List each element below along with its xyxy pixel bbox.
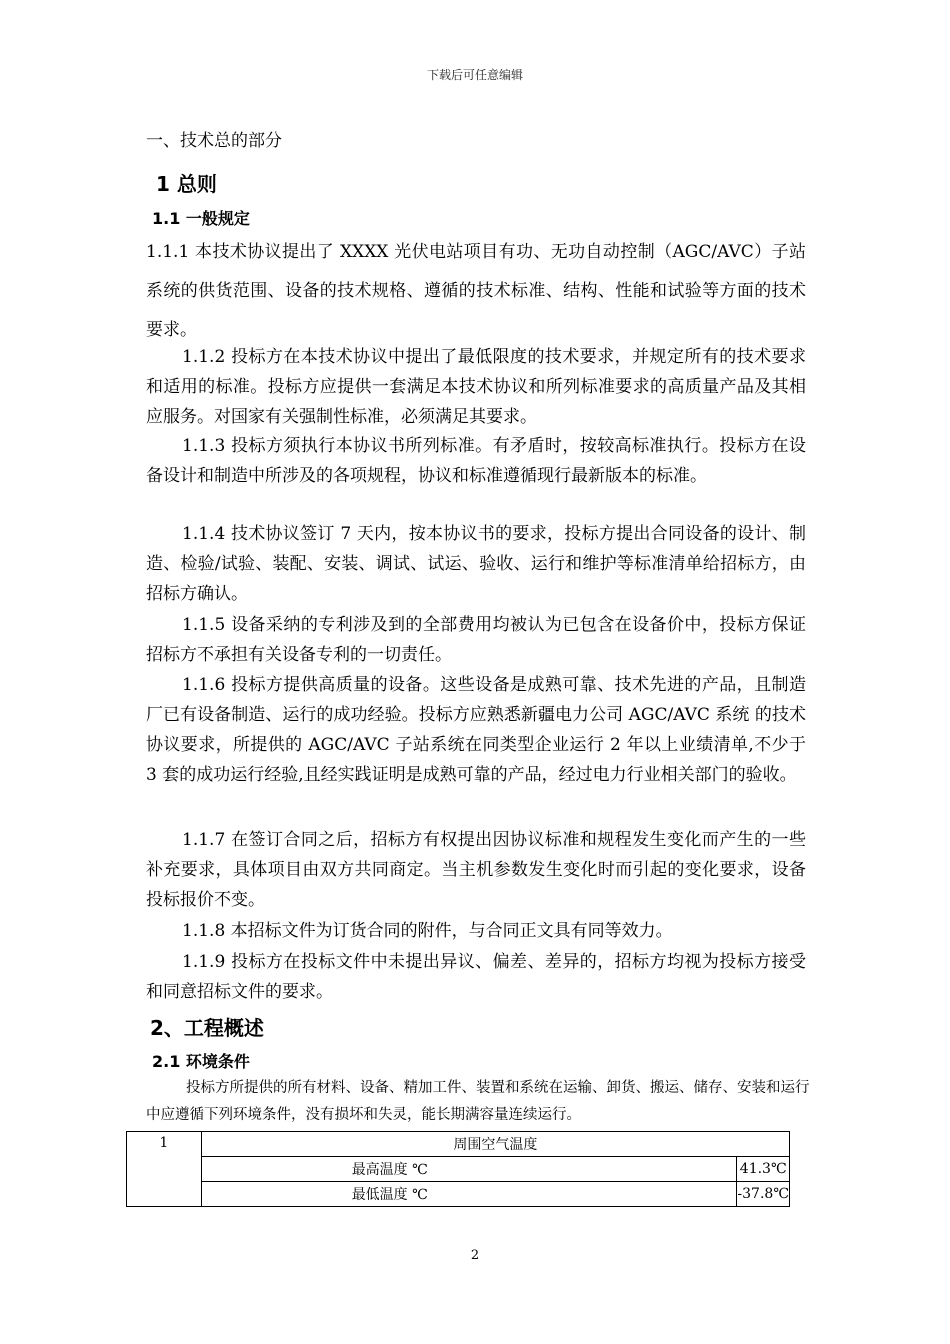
part-title: 一、技术总的部分 xyxy=(146,131,282,151)
section-2-heading: 2、工程概述 xyxy=(150,1016,264,1040)
paragraph-1-1-6 xyxy=(146,670,806,790)
paragraph-1-1-9 xyxy=(146,947,806,1007)
paragraph-1-1-4-text: 1.1.4 技术协议签订 7 天内，按本协议书的要求，投标方提出合同设备的设计、制造、检验/试验、装配、安装、调试、试运、验收、运行和维护等标准清单给招标方，由招标方确认。 xyxy=(146,524,806,604)
section-2-1-heading: 2.1 环境条件 xyxy=(152,1052,250,1071)
max-temp-value-cell: 41.3℃ xyxy=(737,1157,790,1182)
paragraph-1-1-2-text: 1.1.2 投标方在本技术协议中提出了最低限度的技术要求，并规定所有的技术要求和适用的标准。投标方应提供一套满足本技术协议和所列标准要求的高质量产品及其相应服务。对国家有关强制性标准，必须满足其要求。 xyxy=(146,347,806,427)
table-row xyxy=(127,1157,790,1182)
paragraph-1-1-8 xyxy=(146,916,806,946)
table-row xyxy=(127,1182,790,1207)
paragraph-1-1-7-text: 1.1.7 在签订合同之后，招标方有权提出因协议标准和规程发生变化而产生的一些补充要求，具体项目由双方共同商定。当主机参数发生变化时而引起的变化要求，设备投标报价不变。 xyxy=(146,830,806,910)
section-1-1-heading: 1.1 一般规定 xyxy=(152,209,250,228)
paragraph-1-1-6-text: 1.1.6 投标方提供高质量的设备。这些设备是成熟可靠、技术先进的产品，且制造厂已有设备制造、运行的成功经验。投标方应熟悉新疆电力公司 AGC/AVC 系统 的技术协议要求，所提供的 AGC/AVC 子站系统在同类型企业运行 2 年以上业绩清单,不少于 3 套的成功运行经验,且经实践证明是成熟可靠的产品，经过电力行业相关部门的验收。 xyxy=(146,675,806,785)
page-header-note: 下载后可任意编辑 xyxy=(426,68,523,82)
paragraph-2-1: 投标方所提供的所有材料、设备、精加工件、装置和系统在运输、卸货、搬运、储存、安装和运行中应遵循下列环境条件，没有损坏和失灵，能长期满容量连续运行。 xyxy=(146,1080,810,1123)
paragraph-1-1-8-text: 1.1.8 本招标文件为订货合同的附件，与合同正文具有同等效力。 xyxy=(182,921,673,941)
max-temp-label-cell: 最高温度 ℃ xyxy=(201,1157,737,1182)
paragraph-1-1-7 xyxy=(146,825,806,915)
page-number: 2 xyxy=(470,1248,480,1263)
section-1-heading: 1 总则 xyxy=(156,172,217,196)
paragraph-1-1-1 xyxy=(146,233,806,350)
paragraph-1-1-4 xyxy=(146,519,806,609)
paragraph-1-1-9-text: 1.1.9 投标方在投标文件中未提出异议、偏差、差异的，招标方均视为投标方接受和同意招标文件的要求。 xyxy=(146,952,806,1002)
min-temp-label-cell: 最低温度 ℃ xyxy=(201,1182,737,1207)
paragraph-1-1-3 xyxy=(146,431,806,491)
row-number-cell: 1 xyxy=(127,1132,202,1207)
min-temp-value-cell: -37.8℃ xyxy=(737,1182,790,1207)
paragraph-1-1-3-text: 1.1.3 投标方须执行本协议书所列标准。有矛盾时，按较高标准执行。投标方在设备设计和制造中所涉及的各项规程，协议和标准遵循现行最新版本的标准。 xyxy=(146,436,806,486)
table-heading-cell: 周围空气温度 xyxy=(201,1132,789,1157)
paragraph-1-1-5-text: 1.1.5 设备采纳的专利涉及到的全部费用均被认为已包含在设备价中，投标方保证招标方不承担有关设备专利的一切责任。 xyxy=(146,615,806,665)
paragraph-1-1-2 xyxy=(146,342,806,432)
paragraph-1-1-1-text: 1.1.1 本技术协议提出了 XXXX 光伏电站项目有功、无功自动控制（AGC/AVC）子站系统的供货范围、设备的技术规格、遵循的技术标准、结构、性能和试验等方面的技术要求。 xyxy=(146,242,806,340)
paragraph-1-1-5 xyxy=(146,610,806,670)
table-row xyxy=(127,1132,790,1157)
environment-conditions-table xyxy=(126,1131,790,1207)
